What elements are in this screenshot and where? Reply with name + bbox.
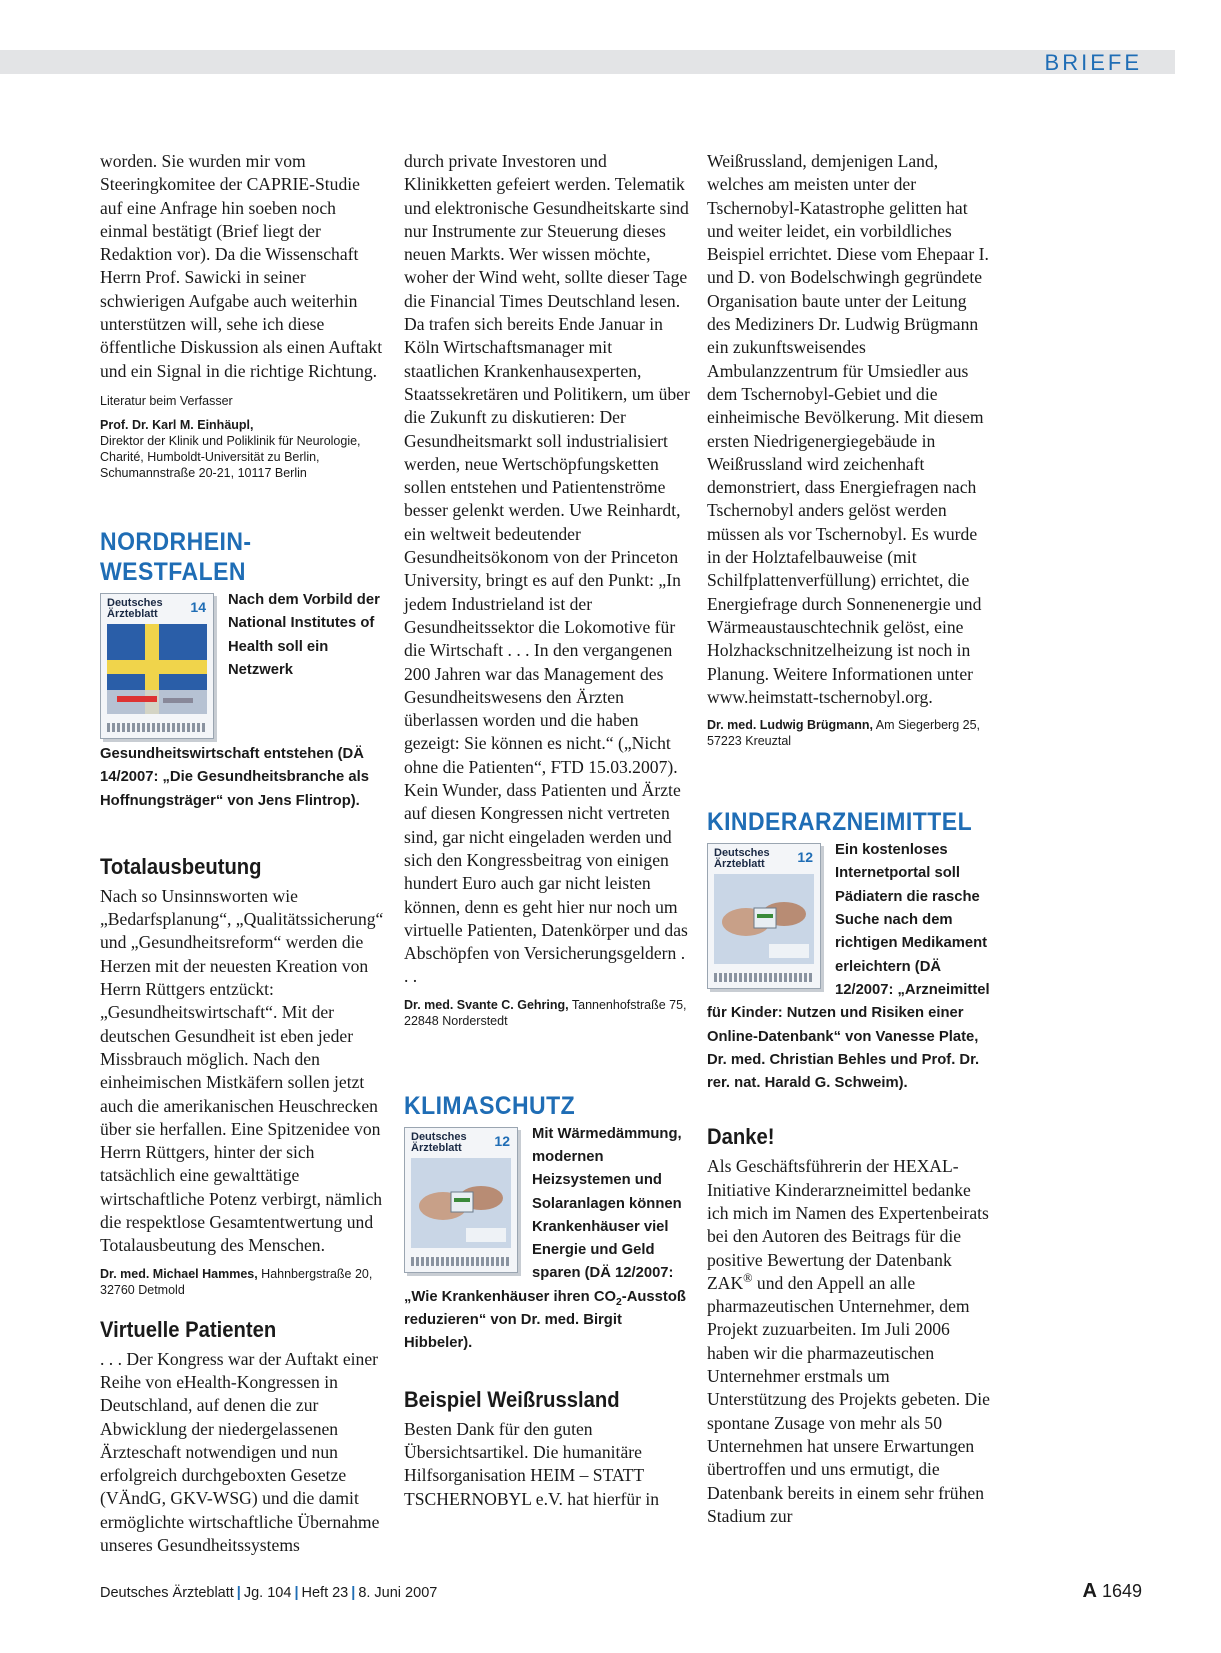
column-2 [404,150,690,1511]
teaser-block [404,1123,690,1356]
page-number: A 1649 [1082,1580,1142,1602]
letter-text: Weißrussland, demjenigen Land, welches am meisten unter der Tschernobyl-Katastrophe gelitten hat und weiter leidet, ein vorbildliches Beispiel errichtet. Diese vom Ehepaar I. und D. von Bodelschwingh gegründete Organisation baute unter der Leitung des Mediziners Dr. Ludwig Brügmann ein zukunftsweisendes Ambulanzzentrum für Umsiedler aus dem Tschernobyl-Gebiet und die einheimische Bevölkerung. Mit diesem ersten Niedrigenergiegebäude in Weißrussland wird zeichenhaft demonstriert, dass Energiefragen nach Tschernobyl anders gelöst werden müssen als vor Tschernobyl. Es wurde in der Holztafelbauweise (mit Schilfplattenverfüllung) errichtet, die Energiefrage durch Sonnenenergie und Wärmeaustauschtechnik gelöst, eine Holzhackschnitzelheizung ist noch in Planung. Weitere Informationen unter www.heimstatt-tschernobyl.org. [707,151,989,707]
cover-title: Deutsches Ärzteblatt [107,596,163,620]
letter-heading: Danke! [707,1124,775,1150]
magazine-cover-thumbnail [100,593,214,739]
literature-note: Literatur beim Verfasser [100,393,233,408]
cover-hands-image [411,1158,511,1248]
author-block [100,1266,386,1298]
author-name: Dr. med. Michael Hammes, [100,1266,258,1281]
letter-heading: Totalausbeutung [100,853,262,879]
column-1 [100,150,386,1557]
column-3 [707,150,993,1528]
cover-issue-number: 12 [494,1132,510,1149]
author-line: Direktor der Klinik und Poliklinik für Neurologie, [100,433,361,448]
letter-heading: Beispiel Weißrussland [404,1386,620,1412]
author-name: Prof. Dr. Karl M. Einhäupl, [100,417,254,432]
section-title: BRIEFE [1044,50,1142,75]
rubric-title: NORDRHEIN-WESTFALEN [100,527,252,586]
cover-footer [107,723,207,732]
page-footer [100,1585,437,1601]
cover-issue-number: 12 [797,849,813,866]
letter-text: . . . Der Kongress war der Auftakt einer Reihe von eHealth-Kongressen in Deutschland, auf denen die zur Abwicklung der niedergelassenen Ärzteschaft notwendigen und nun erfolgreich durchgeboxten Gesetze (VÄndG, GKV-WSG) und die damit ermöglichte wirtschaftliche Übernahme unseres Gesundheitssystems [100,1348,380,1555]
teaser-text: Ein kostenloses Internetportal soll Pädiatern die rasche Suche nach dem richtigen Medikament erleichtern (DÄ 12/2007: „Arzneimittel für Kinder: Nutzen und Risiken einer Online-Datenbank“ von Vanesse Plate, Dr. med. Christian Behles und Prof. Dr. rer. nat. Harald G. Schweim). [707,842,990,1092]
issue-date: 8. Juni 2007 [358,1585,438,1601]
author-block [100,417,386,481]
cover-footer [411,1257,511,1266]
author-name: Dr. med. Svante C. Gehring, [404,997,569,1012]
journal-volume: Jg. 104 [243,1585,292,1601]
cover-issue-number: 14 [190,598,206,615]
magazine-cover-thumbnail [404,1127,518,1273]
teaser-text: Nach dem Vorbild der National Institutes of Health soll ein Netzwerk Gesundheitswirtschaft entstehen (DÄ 14/2007: „Die Gesundheitsbranche als Hoffnungsträger“ von Jens Flintrop). [100,591,380,809]
letter-text: Besten Dank für den guten Übersichtsartikel. Die humanitäre Hilfsorganisation HEIM – STATT TSCHERNOBYL e.V. hat hierfür in [404,1418,660,1509]
cover-hands-image [714,874,814,964]
author-address: Am Siegerberg 25, 57223 Kreuztal [707,718,980,749]
author-block [404,997,690,1029]
author-address: Tannenhofstraße 75, 22848 Norderstedt [404,997,687,1028]
letter-text: worden. Sie wurden mir vom Steeringkomitee der CAPRIE-Studie auf eine Anfrage hin soeben noch einmal bestätigt (Brief liegt der Redaktion vor). Da die Wissenschaft Herrn Prof. Sawicki in seiner schwierigen Aufgabe auch weiterhin unterstützen will, sehe ich diese öffentliche Diskussion als einen Auftakt und ein Signal in die richtige Richtung. [100,151,383,381]
author-line: Schumannstraße 20-21, 10117 Berlin [100,465,307,480]
header-bar [0,50,1175,74]
letter-heading: Virtuelle Patienten [100,1316,277,1342]
teaser-text: Mit Wärmedämmung, modernen Heizsystemen und Solaranlagen können Krankenhäuser viel Energie und Geld sparen (DÄ 12/2007: „Wie Krankenhäuser ihren $CO_2$-Ausstoß reduzieren“ von Dr. med. Birgit Hibbeler). [404,1125,686,1352]
journal-name: Deutsches Ärzteblatt [100,1585,234,1601]
rubric-title: KLIMASCHUTZ [404,1091,576,1120]
footer-separator: | [351,1585,356,1601]
cover-title: Deutsches Ärzteblatt [411,1130,467,1154]
author-line: Charité, Humboldt-Universität zu Berlin, [100,449,320,464]
cover-flag-image [107,624,207,714]
author-address: Hahnbergstraße 20, 32760 Detmold [100,1266,373,1297]
teaser-block [707,839,993,1095]
cover-footer [714,973,814,982]
teaser-block [100,589,386,813]
letter-text: durch private Investoren und Klinikketten gefeiert werden. Telematik und elektronische Gesundheitskarte sind nur Instrumente zur Steuerung dieses neuen Markts. Wer wissen möchte, woher der Wind weht, sollte dieser Tage die Financial Times Deutschland lesen. Da trafen sich bereits Ende Januar in Köln Wirtschaftsmanager mit staatlichen Krankenhausexperten, Staatssekretären und Politikern, um über die Zukunft zu diskutieren: Der Gesundheitsmarkt soll industrialisiert werden, neue Wertschöpfungsketten sollen entstehen und Patientenströme besser gelenkt werden. Uwe Reinhardt, ein weltweit bedeutender Gesundheitsökonom von der Princeton University, bringt es auf den Punkt: „In jedem Industrieland ist der Gesundheitssektor die Lokomotive für die Wirtschaft . . . In den vergangenen 200 Jahren war das Management des Gesundheitswesens den Ärzten überlassen worden und die haben gezeigt: Sie können es nicht.“ („Nicht ohne die Patienten“, FTD 15.03.2007). Kein Wunder, dass Patienten und Ärzte auf diesen Kongressen nicht vertreten sind, gar nicht eingeladen werden und sich den Kongressbeitrag von einigen hundert Euro auch gar nicht leisten können, denn es geht hier nur noch um virtuelle Patienten, Datenkörper und das Abschöpfen von Versicherungsgeldern . . . [404,151,690,987]
footer-separator: | [294,1585,299,1601]
magazine-cover-thumbnail [707,843,821,989]
letter-text: Nach so Unsinnsworten wie „Bedarfsplanung“, „Qualitätssicherung“ und „Gesundheitsreform“ werden die Herzen mit der neuesten Kreation von Herrn Rüttgers entzückt: „Gesundheitswirtschaft“. Mit der deutschen Gesundheit ist eben jeder Missbrauch möglich. Nach den einheimischen Mistkäfern sollen jetzt auch die amerikanischen Heuschrecken über sie herfallen. Eine Spitzenidee von Herrn Rüttgers, hinter der sich tatsächlich eine gewalttätige wirtschaftliche Potenz verbirgt, nämlich die respektlose Gesamtentwertung und Totalausbeutung des Menschen. [100,885,384,1256]
rubric-title: KINDERARZNEIMITTEL [707,808,973,837]
cover-title: Deutsches Ärzteblatt [714,847,770,871]
letter-text: Als Geschäftsführerin der HEXAL-Initiative Kinderarzneimittel bedanke ich mich im Namen des Expertenbeirats bei den Autoren des Beitrags für die positive Bewertung der Datenbank ZAK® und den Appell an alle pharmazeutischen Unternehmer, dem Projekt zuzuarbeiten. Im Juli 2006 haben wir die pharmazeutischen Unternehmer erstmals um Unterstützung des Projekts gebeten. Die spontane Zusage von mehr als 50 Unternehmen hat unsere Erwartungen übertroffen und uns ermutigt, die Datenbank bereits in einem sehr frühen Stadium zur [707,1156,990,1526]
author-block [707,717,993,749]
author-name: Dr. med. Ludwig Brügmann, [707,718,873,733]
journal-issue: Heft 23 [301,1585,349,1601]
footer-separator: | [236,1585,241,1601]
